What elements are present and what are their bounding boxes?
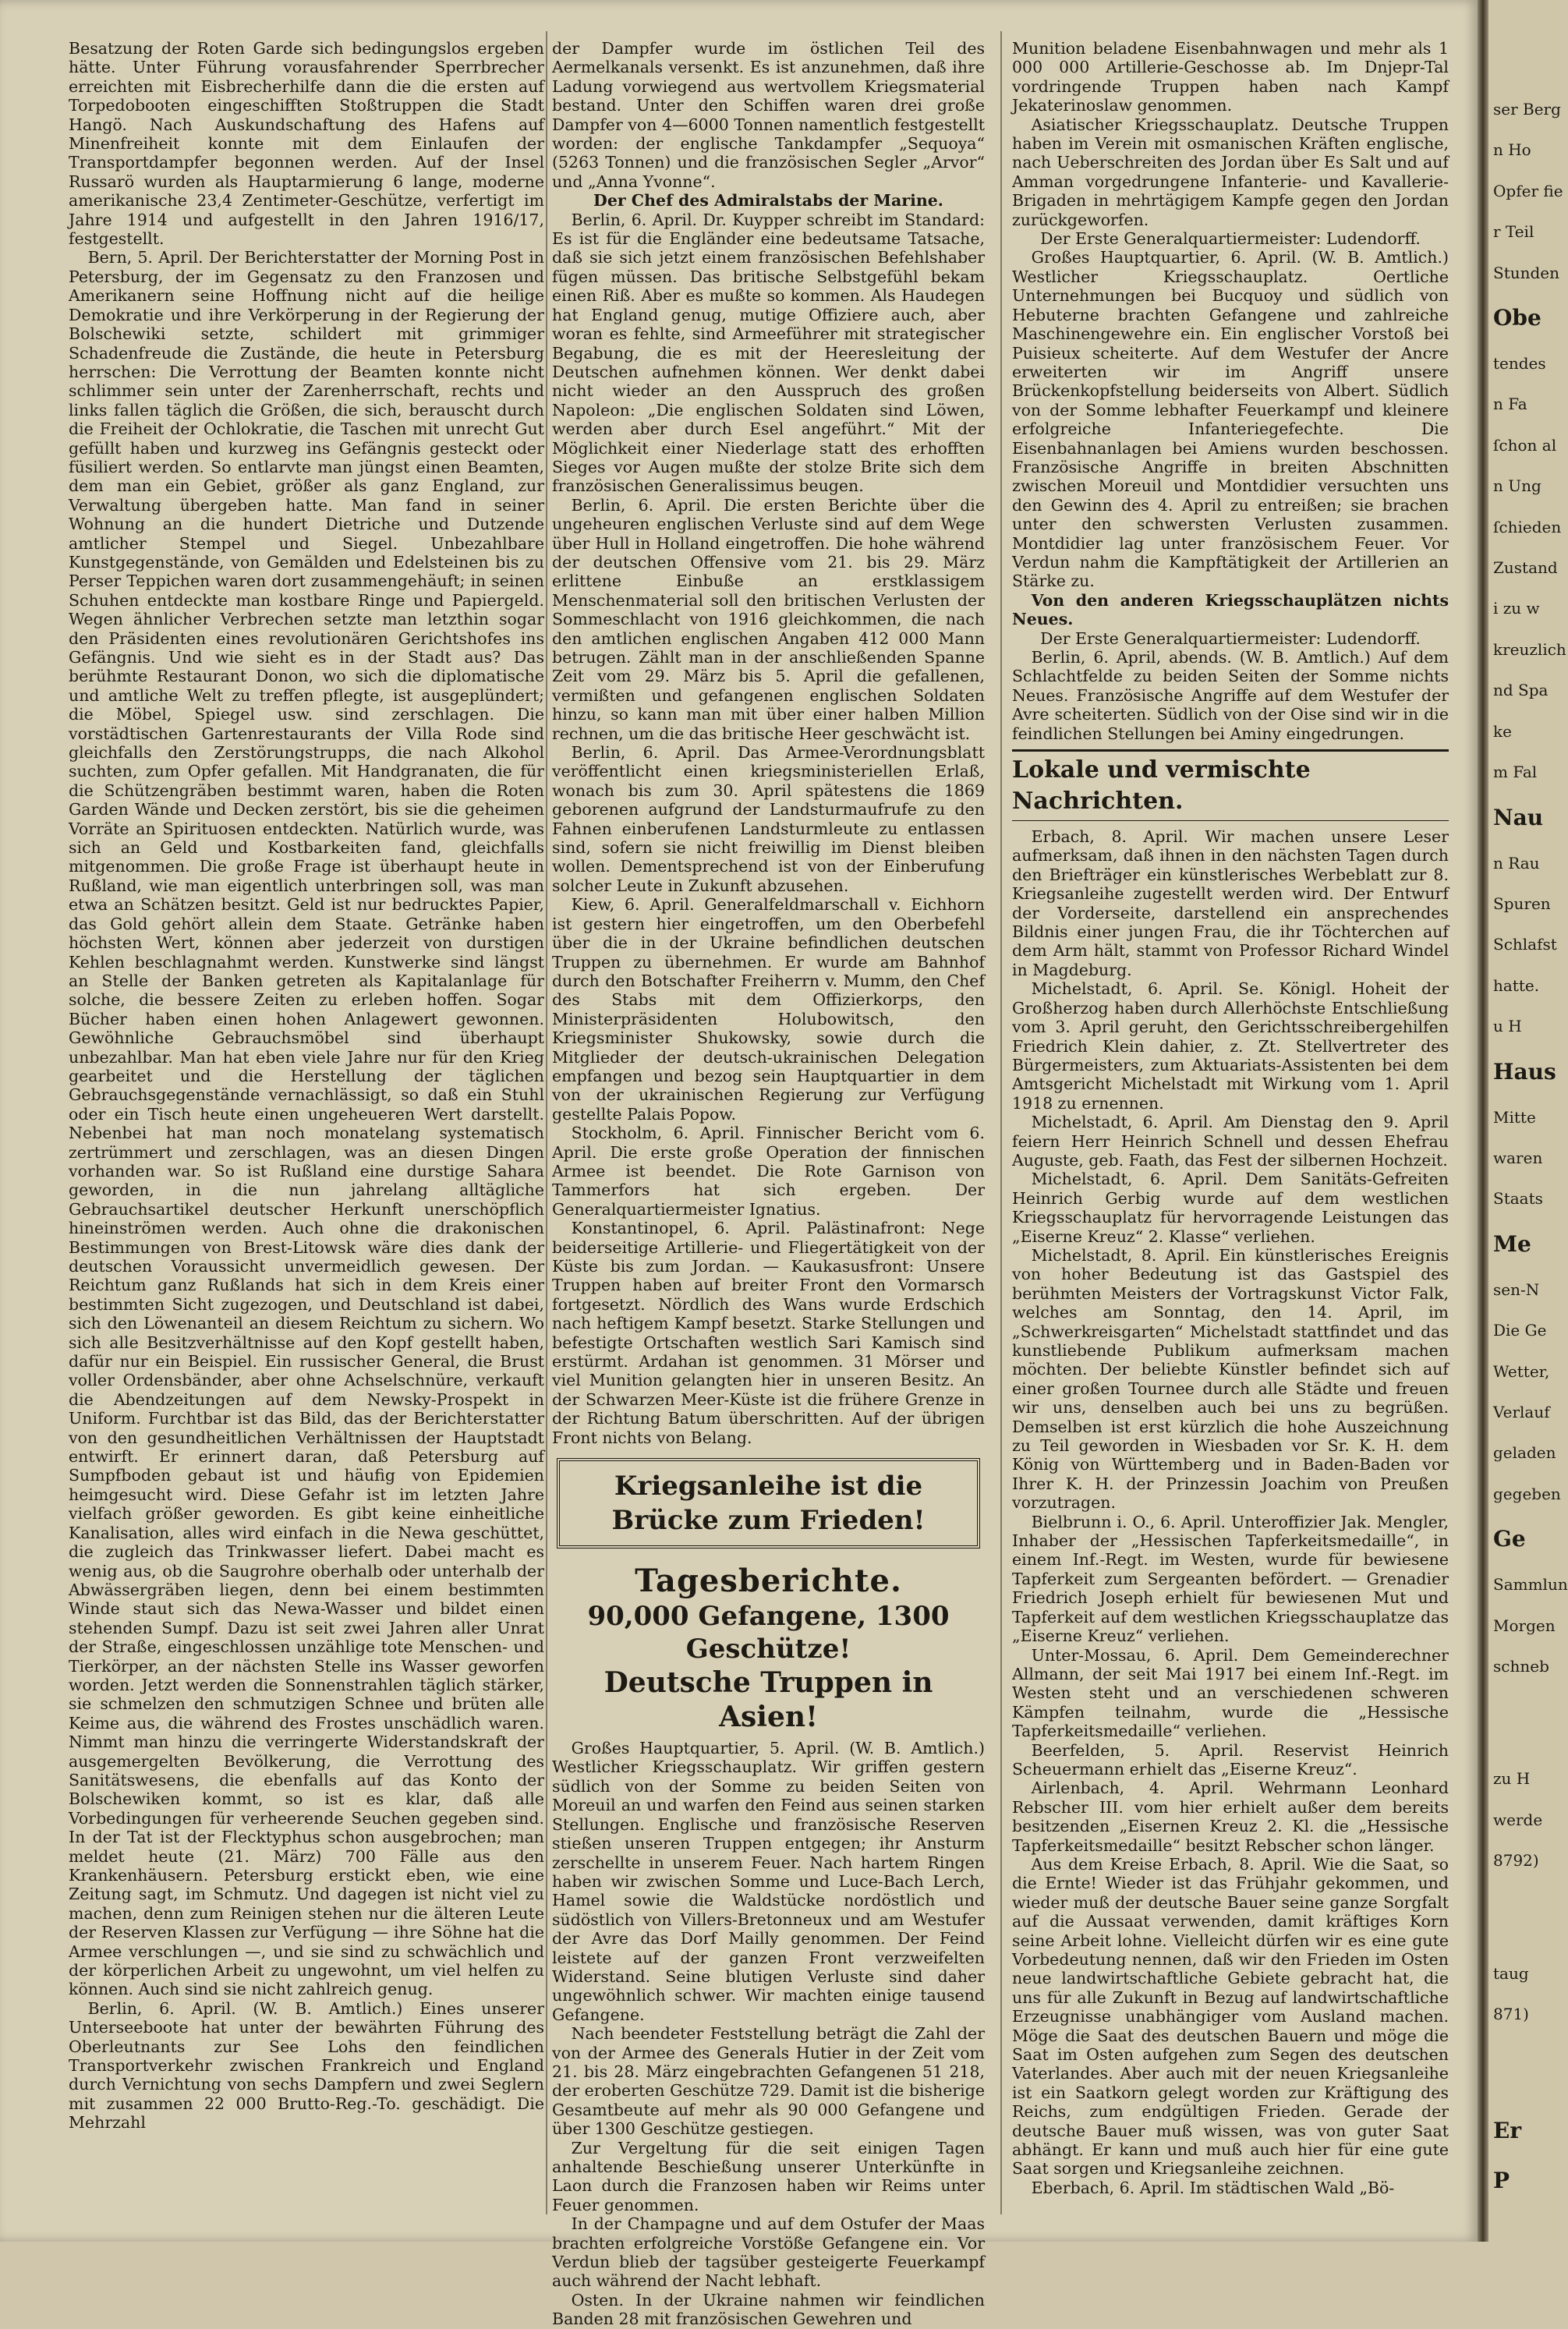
next-page-fragment: sen-N [1493, 1280, 1540, 1299]
next-page-fragment: werde [1493, 1810, 1543, 1829]
article-paragraph: Berlin, 6. April. Die ersten Berichte über die ungeheuren englischen Verluste sind auf dem Wege über Hull in Holland eingetroffen. Die hohe während der deutschen Offensive vom 21. bis 29. März erlittene Einbuße an erstklassigem Menschenmaterial soll den britischen Verlusten der Sommeschlacht von 1916 gleichkommen, die nach den amtlichen englischen Angaben 412 000 Mann betrugen. Zählt man in der anschließenden Spanne Zeit vom 29. März bis 5. April die gefallenen, vermißten und gefangenen englischen Soldaten hinzu, so kann man mit über einer halben Million rechnen, um die das britische Heer geschwächt ist. [552, 495, 985, 743]
article-paragraph: Erbach, 8. April. Wir machen unsere Leser aufmerksam, daß ihnen in den nächsten Tagen durch den Briefträger ein künstlerisches Werbeblatt zur 8. Kriegsanleihe zugestellt werden wird. Der Entwurf der Vorderseite, darstellend ein ansprechendes Bildnis einer jungen Frau, die ihr Töchterchen auf dem Arm hält, stammt von Professor Richard Windel in Magdeburg. [1012, 827, 1449, 979]
war-bond-ad: Kriegsanleihe ist die Brücke zum Frieden! [557, 1458, 980, 1549]
article-paragraph: Zur Vergeltung für die seit einigen Tagen anhaltende Beschießung unserer Unterkünfte in Laon durch die Franzosen haben wir Reims unter Feuer genommen. [552, 2138, 985, 2214]
next-page-fragment: Verlauf [1493, 1402, 1550, 1421]
next-page-fragment: Die Ge [1493, 1321, 1547, 1340]
article-paragraph: der Dampfer wurde im östlichen Teil des Aermelkanals versenkt. Es ist anzunehmen, daß ihre Ladung vorwiegend aus wertvollem Kriegsmaterial bestand. Unter den Schiffen waren drei große Dampfer von 4—6000 Tonnen namentlich festgestellt worden: der englische Tankdampfer „Sequoya“ (5263 Tonnen) und die französischen Segler „Arvor“ und „Anna Yvonne“. [552, 39, 985, 191]
next-page-fragment: 871) [1493, 2005, 1529, 2024]
article-paragraph: Beerfelden, 5. April. Reservist Heinrich Scheuermann erhielt das „Eiserne Kreuz“. [1012, 1740, 1449, 1779]
next-page-fragment: Opfer fie [1493, 181, 1563, 200]
next-page-fragment: Er [1493, 2118, 1522, 2144]
article-paragraph: Bern, 5. April. Der Berichterstatter der Morning Post in Petersburg, der im Gegensatz zu den Franzosen und Amerikanern seine Hoffnung nicht auf die heilige Demokratie und ihre Verkörperung in der Regierung der Bolschewiki setzte, schildert mit grimmiger Schadenfreude die Zustände, die heute in Petersburg herrschen: Die Verrottung der Beamten konnte nicht schlimmer sein unter der Zarenherrschaft, rechts und links fallen täglich die Größen, die sich, berauscht durch die Freiheit der Ochlokratie, die Taschen mit unrecht Gut gefüllt haben und kurzweg ins Gefängnis gesteckt oder füsiliert werden. So entlarvte man jüngst einen Beamten, dem man ein Gebiet, größer als ganz England, zur Verwaltung übergeben hatte. Man fand in seiner Wohnung an die hundert Dietriche und Dutzende amtlicher Stempel und Siegel. Unbezahlbare Kunstgegenstände, von Gemälden und Edelsteinen bis zu Perser Teppichen waren dort zusammengehäuft; in seinen Schuhen entdeckte man kostbare Ringe und Papiergeld. Wegen ähnlicher Verbrechen setzte man letzthin sogar den Präsidenten eines revolutionären Gerichtshofes ins Gefängnis. Und wie sieht es in der Stadt aus? Das berühmte Restaurant Donon, wo sich die diplomatische und amtliche Welt zu treffen pflegte, ist ausgeplündert; die Möbel, Spiegel usw. sind zerschlagen. Die vorstädtischen Gartenrestaurants der Villa Rode sind gleichfalls den Zerstörungstrupps, die nach Alkohol suchten, zum Opfer gefallen. Mit Handgranaten, die für die Schützengräben bestimmt waren, haben die Roten Garden Wände und Decken zerstört, bis sie die geheimen Vorräte an Spirituosen entdeckten. Natürlich wurde, was sich an Geld und Kostbarkeiten fand, gleichfalls mitgenommen. Die große Frage ist überhaupt heute in Rußland, wie man eigentlich unterbringen soll, was man etwa an Schätzen besitzt. Geld ist nur bedrucktes Papier, das Gold gehört allein dem Staate. Getränke haben höchsten Wert, können aber jederzeit von durstigen Kehlen beschlagnahmt werden. Kunstwerke sind längst an Stelle der Banken getreten als Kapitalanlage für solche, die bessere Zeiten zu erleben hoffen. Sogar Bücher haben einen hohen Anlagewert gewonnen. Gewöhnliche Gebrauchsmöbel sind überhaupt unbezahlbar. Man hat eben viele Jahre nur für den Krieg gearbeitet und die Herstellung der täglichen Gebrauchsgegenstände vernachlässigt, so daß ein Stuhl oder ein Tisch heute einen ungeheueren Wert darstellt. Nebenbei hat man noch monatelang systematisch zertrümmert und zerschlagen, was an diesen Dingen vorhanden war. So ist Rußland eine durstige Sahara geworden, in die nun jahrelang alltägliche Gebrauchsartikel deutscher Herkunft unerschöpflich hineinströmen werden. Auch ohne die drakonischen Bestimmungen von Brest-Litowsk wäre dies dank der deutschen Voraussicht unvermeidlich gewesen. Der Reichtum ganz Rußlands hat sich in dem Kreis einer bestimmten Sicht zugezogen, und Deutschland ist dabei, sich den Löwenanteil an diesem Reichtum zu sichern. Wo sich alle Besitzverhältnisse auf den Kopf gestellt haben, dafür nur ein Beispiel. Ein russischer General, die Brust voller Ordensbänder, aber ohne Achselschnüre, verkauft die Abendzeitungen auf dem Newsky-Prospekt in Uniform. Furchtbar ist das Bild, das der Berichterstatter von den gesundheitlichen Verhältnissen der Hauptstadt entwirft. Er erinnert daran, daß Petersburg auf Sumpfboden gebaut ist und häufig von Epidemien heimgesucht wird. Diese Gefahr ist im letzten Jahre vielfach größer geworden. Es gibt keine einheitliche Kanalisation, alles wird einfach in die Newa geschüttet, die zugleich das Trinkwasser liefert. Dabei macht es wenig aus, ob die Saugrohre oberhalb oder unterhalb der Abwässergräben liegen, denn bei einem bestimmten Winde staut sich das Newa-Wasser und bildet einen stehenden Sumpf. Dazu ist seit zwei Jahren aller Unrat der Straße, eingeschlossen unzählige tote Menschen- und Tierkörper, an der nächsten Stelle ins Wasser geworfen worden. Jetzt werden die Sonnenstrahlen täglich stärker, sie schmelzen den schmutzigen Schnee und brüten alle Keime aus, die während des Frostes unschädlich waren. Nimmt man hinzu die verringerte Widerstandskraft der ausgemergelten Bevölkerung, die Verrottung des Sanitätswesens, die ebenfalls auf das Konto der Bolschewiken kommt, so ist es klar, daß alle Vorbedingungen für verheerende Seuchen gegeben sind. In der Tat ist der Flecktyphus schon ausgebrochen; man meldet heute (21. März) 700 Fälle aus den Krankenhäusern. Petersburg erstickt eben, wie eine Zeitung sagt, im Schmutz. Und dagegen ist nicht viel zu machen, denn zum Reinigen stehen nur die älteren Leute der Reserven Klassen zur Verfügung — ihre Söhne hat die Armee verschlungen —, und sie sind zu schwächlich und der körperlichen Arbeit zu ungewohnt, um viel helfen zu können. Auch sind sie nicht zahlreich genug. [69, 248, 544, 1999]
next-page-fragment: taug [1493, 1963, 1529, 1983]
article-paragraph: Großes Hauptquartier, 6. April. (W. B. Amtlich.) Westlicher Kriegsschauplatz. Oertliche Unternehmungen bei Bucquoy und südlich von Hebuterne brachten Gefangene und zahlreiche Maschinengewehre ein. Ein englischer Vorstoß bei Puisieux scheiterte. Auf dem Westufer der Ancre erweiterten wir im Angriff unsere Brückenkopfstellung beiderseits von Albert. Südlich von der Somme lebhafter Feuerkampf und kleinere erfolgreiche Infanteriegefechte. Die Eisenbahnanlagen bei Amiens wurden beschossen. Französische Angriffe in breiten Abschnitten zwischen Moreuil und Montdidier versuchten uns den Gewinn des 4. April zu entreißen; sie brachen unter den schwersten Verlusten zusammen. Montdidier lag unter französischem Feuer. Vor Verdun nahm die Kampftätigkeit der Artillerien an Stärke zu. [1012, 248, 1449, 591]
column-rule [1000, 31, 1002, 2214]
article-paragraph: Berlin, 6. April, abends. (W. B. Amtlich.) Auf dem Schlachtfelde zu beiden Seiten der Somme nichts Neues. Französische Angriffe auf dem Westufer der Avre scheiterten. Südlich von der Oise sind wir in die feindlichen Stellungen bei Aminy eingedrungen. [1012, 648, 1449, 743]
next-page-fragment: gegeben [1493, 1484, 1561, 1503]
next-page-edge [1488, 0, 1568, 2242]
headline-asia: Deutsche Truppen in Asien! [603, 1666, 933, 1734]
next-page-fragment: n Rau [1493, 853, 1540, 872]
next-page-fragment: ser Berg [1493, 100, 1561, 119]
next-page-fragment: Wetter, [1493, 1361, 1550, 1381]
article-paragraph: Stockholm, 6. April. Finnischer Bericht vom 6. April. Die erste große Operation der finnischen Armee ist beendet. Die Rote Garnison von Tammerfors hat sich ergeben. Der Generalquartiermeister Ignatius. [552, 1124, 985, 1219]
column-rule [546, 31, 547, 2214]
article-paragraph: Aus dem Kreise Erbach, 8. April. Wie die Saat, so die Ernte! Wieder ist das Frühjahr gekommen, und wieder muß der deutsche Bauer seine ganze Sorgfalt auf die Aussaat verwenden, damit kräftiges Korn seine Arbeit lohne. Vielleicht dürfen wir es eine gute Vorbedeutung nennen, daß wir den Frieden im Osten neue landwirtschaftliche Gebiete gebracht hat, die uns für alle Zukunft in Bezug auf landwirtschaftliche Erzeugnisse unabhängiger vom Ausland machen. Möge die Saat des deutschen Bauern und möge die Saat im Osten aufgehen zum Segen des deutschen Vaterlandes. Aber auch mit der neuen Kriegsanleihe ist ein Saatkorn gelegt worden zur Kräftigung des Reichs, zum endgültigen Frieden. Gerade der deutsche Bauer muß wissen, was von guter Saat abhängt. Er kann und muß auch hier für eine gute Saat sorgen und Kriegsanleihe zeichnen. [1012, 1854, 1449, 2179]
page-spine [1478, 0, 1488, 2242]
next-page-fragment: Spuren [1493, 894, 1551, 913]
next-page-fragment: ſchon al [1493, 435, 1557, 455]
next-page-fragment: Obe [1493, 305, 1541, 331]
next-page-fragment: r Teil [1493, 222, 1534, 242]
article-paragraph: Bielbrunn i. O., 6. April. Unteroffizier Jak. Mengler, Inhaber der „Hessischen Tapferkeitsmedaille“, in einem Inf.-Regt. im Westen, wurde für bewiesene Tapferkeit zum Sergeanten befördert. — Grenadier Friedrich Joseph erhielt für bewiesenen Mut und Tapferkeit auf dem westlichen Kriegsschauplatze das „Eiserne Kreuz“ verliehen. [1012, 1512, 1449, 1646]
next-page-fragment: geladen [1493, 1443, 1556, 1463]
next-page-fragment: Nau [1493, 804, 1544, 830]
article-signature: Der Erste Generalquartiermeister: Ludendorff. [1040, 628, 1421, 648]
next-page-fragment: ke [1493, 721, 1512, 741]
section-heading-lokale: Lokale und vermischte Nachrichten. [1012, 749, 1449, 821]
headline-prisoners: 90,000 Gefangene, 1300 Geschütze! [587, 1601, 950, 1665]
next-page-fragment: n Ho [1493, 140, 1531, 160]
article-paragraph: Kiew, 6. April. Generalfeldmarschall v. Eichhorn ist gestern hier eingetroffen, um den Oberbefehl über die in der Ukraine befindlichen deutschen Truppen zu übernehmen. Er wurde am Bahnhof durch den Botschafter Freiherrn v. Mumm, den Chef des Stabs mit dem Offizierkorps, den Ministerpräsidenten Holubowitsch, den Kriegsminister Shukowsky, sowie durch die Mitglieder der deutsch-ukrainischen Delegation empfangen und bezog sein Hauptquartier in dem von der ukrainischen Regierung zur Verfügung gestellte Palais Popow. [552, 895, 985, 1124]
next-page-fragment: m Fal [1493, 763, 1538, 782]
article-paragraph: Konstantinopel, 6. April. Palästinafront: Nege beiderseitige Artillerie- und Fliegertätigkeit von der Küste bis zum Jordan. — Kaukasusfront: Unsere Truppen haben auf breiter Front den Vormarsch fortgesetzt. Nördlich des Wans wurde Erdschich nach heftigem Kampf besetzt. Starke Stellungen und befestigte Ortschaften westlich Sari Kamisch sind erstürmt. Ardahan ist genommen. 31 Mörser und viel Munition gelangten hier in unseren Besitz. An der Schwarzen Meer-Küste ist die frühere Grenze in der Richtung Batum überschritten. Auf der übrigen Front nichts von Belang. [552, 1219, 985, 1447]
next-page-fragment: ſchieden [1493, 517, 1562, 536]
next-page-fragment: Sammlun [1493, 1575, 1568, 1595]
next-page-fragment: zu H [1493, 1769, 1531, 1789]
article-paragraph: Von den anderen Kriegsschauplätzen nichts Neues. [1012, 590, 1449, 629]
article-paragraph: Unter-Mossau, 6. April. Dem Gemeinderechner Allmann, der seit Mai 1917 bei einem Inf.-Regt. im Westen steht und an verschiedenen schweren Kämpfen teilnahm, wurde die „Hessische Tapferkeitsmedaille“ verliehen. [1012, 1645, 1449, 1741]
next-page-fragment: kreuzlich [1493, 639, 1566, 659]
column-1 [69, 39, 544, 2214]
next-page-fragment: Mitte [1493, 1107, 1536, 1127]
article-paragraph: Eberbach, 6. April. Im städtischen Wald „Bö- [1031, 2178, 1395, 2197]
article-paragraph: Nach beendeter Feststellung beträgt die Zahl der von der Armee des Generals Hutier in der Zeit vom 21. bis 28. März eingebrachten Gefangenen 51 218, der eroberten Geschütze 729. Damit ist die bisherige Gesamtbeute auf mehr als 90 000 Gefangene und über 1300 Geschütze gestiegen. [552, 2024, 985, 2139]
article-paragraph: Airlenbach, 4. April. Wehrmann Leonhard Rebscher III. vom hier erhielt außer dem bereits besitzenden „Eisernen Kreuz 2. Kl. die „Hessische Tapferkeitsmedaille“ besitzt Rebscher schon länger. [1012, 1779, 1449, 1855]
article-signature: Der Chef des Admiralstabs der Marine. [593, 191, 943, 211]
article-paragraph: Michelstadt, 6. April. Se. Königl. Hoheit der Großherzog haben durch Allerhöchste Entschließung vom 3. April geruht, den Gerichtsschreibergehilfen Friedrich Klein dahier, z. Zt. Stellvertreter des Bürgermeisters, zum Aktuariats-Assistenten bei dem Amtsgericht Michelstadt mit Wirkung vom 1. April 1918 zu ernennen. [1012, 979, 1449, 1113]
article-paragraph: In der Champagne und auf dem Ostufer der Maas brachten erfolgreiche Vorstöße Gefangene ein. Vor Verdun blieb der tagsüber gesteigerte Feuerkampf auch während der Nacht lebhaft. [552, 2214, 985, 2291]
article-paragraph: Berlin, 6. April. Dr. Kuypper schreibt im Standard: Es ist für die Engländer eine bedeutsame Tatsache, daß sie sich jetzt einem französischen Befehlshaber fügen müssen. Das britische Selbstgefühl bekam einen Riß. Aber es mußte so kommen. Als Haudegen hat England genug, mutige Offiziere auch, aber woran es fehlte, sind Armeeführer mit strategischer Begabung, die es mit der Heeresleitung der Deutschen aufnehmen können. Wer denkt dabei nicht wieder an den Ausspruch des großen Napoleon: „Die englischen Soldaten sind Löwen, werden aber durch Esel angeführt.“ Mit der Möglichkeit einer Niederlage statt des erhofften Sieges vor Augen mußte der stolze Brite sich dem französischen Generalissimus beugen. [552, 210, 985, 496]
article-paragraph: Osten. In der Ukraine nahmen wir feindlichen Banden 28 mit französischen Gewehren und [552, 2290, 985, 2329]
next-page-fragment: Stunden [1493, 263, 1560, 282]
next-page-fragment: n Ung [1493, 476, 1541, 496]
column-2 [552, 39, 985, 2329]
next-page-fragment: Morgen [1493, 1616, 1556, 1635]
next-page-fragment: waren [1493, 1148, 1543, 1167]
article-paragraph: Großes Hauptquartier, 5. April. (W. B. Amtlich.) Westlicher Kriegsschauplatz. Wir griffen gestern südlich von der Somme zu beiden Seiten von Moreuil an und warfen den Feind aus seinen starken Stellungen. Englische und französische Reserven stießen unseren Truppen entgegen; ihr Ansturm zerschellte in unserem Feuer. Nach hartem Ringen haben wir zwischen Somme und Luce-Bach Lerch, Hamel sowie die Waldstücke nordöstlich und südöstlich von Villers-Bretonneux und am Westufer der Avre das Dorf Mailly genommen. Der Feind leistete auf der ganzen Front verzweifelten Widerstand. Seine blutigen Verluste sind daher ungewöhnlich schwer. Wir machten einige tausend Gefangene. [552, 1739, 985, 2024]
article-paragraph: Besatzung der Roten Garde sich bedingungslos ergeben hätte. Unter Führung vorausfahrender Sperrbrecher erreichten mit Eisbrecherhilfe dann die die ersten auf Torpedobooten eingeschifften Stoßtruppen die Stadt Hangö. Nach Auskundschaftung des Hafens auf Minenfreiheit konnte mit dem Einlaufen der Transportdampfer begonnen werden. Auf der Insel Russarö wurden als Hauptarmierung 6 lange, moderne amerikanische 23,4 Zentimeter-Geschütze, verfertigt im Jahre 1914 und aufgestellt in den Jahren 1916/17, festgestellt. [69, 39, 544, 249]
next-page-fragment: tendes [1493, 354, 1546, 373]
next-page-fragment: i zu w [1493, 599, 1540, 618]
article-paragraph: Berlin, 6. April. (W. B. Amtlich.) Eines unserer Unterseeboote hat unter der bewährten Führung des Oberleutnants zur See Lohs den feindlichen Transportverkehr zwischen Frankreich und England durch Vernichtung von sechs Dampfern und zwei Seglern mit zusammen 22 000 Brutto-Reg.-To. geschädigt. Die Mehrzahl [69, 1998, 544, 2133]
next-page-fragment: hatte. [1493, 975, 1540, 995]
next-page-fragment: 8792) [1493, 1851, 1539, 1871]
article-paragraph: Michelstadt, 6. April. Am Dienstag den 9. April feiern Herr Heinrich Schnell und dessen Ehefrau Auguste, geb. Faath, das Fest der silbernen Hochzeit. [1012, 1113, 1449, 1170]
next-page-fragment: Haus [1493, 1058, 1556, 1085]
article-paragraph: Michelstadt, 6. April. Dem Sanitäts-Gefreiten Heinrich Gerbig wurde auf dem westlichen Kriegsschauplatz für hervorragende Leistungen das „Eiserne Kreuz“ 2. Klasse“ verliehen. [1012, 1170, 1449, 1246]
article-signature: Der Erste Generalquartiermeister: Ludendorff. [1040, 229, 1421, 249]
column-3 [1012, 39, 1449, 2214]
next-page-fragment: Me [1493, 1230, 1531, 1257]
article-paragraph: Michelstadt, 8. April. Ein künstlerisches Ereignis von hoher Bedeutung ist das Gastspiel des berühmten Meisters der Vortragskunst Victor Falk, welches am Sonntag, den 14. April, im „Schwerkreisgarten“ Michelstadt stattfindet und das kunstliebende Publikum aufmerksam machen möchten. Der beliebte Künstler befindet sich auf einer großen Tournee durch alle Städte und freuen wir uns, denselben auch bei uns zu begrüßen. Demselben ist erst kürzlich die hohe Auszeichnung zu Teil geworden in Wiesbaden vor Sr. K. H. dem König von Württemberg und in Baden-Baden vor Ihrer K. H. der Prinzessin Joachim von Preußen vorzutragen. [1012, 1245, 1449, 1513]
article-paragraph: Munition beladene Eisenbahnwagen und mehr als 1 000 000 Artillerie-Geschosse ab. Im Dnjepr-Tal vordringende Truppen haben nach Kampf Jekaterinoslaw genommen. [1012, 39, 1449, 115]
section-heading-tagesberichte: Tagesberichte. [635, 1563, 902, 1600]
next-page-fragment: Ge [1493, 1526, 1526, 1552]
next-page-fragment: Zustand [1493, 558, 1558, 578]
next-page-fragment: schneb [1493, 1657, 1549, 1676]
next-page-fragment: u H [1493, 1017, 1522, 1036]
article-paragraph: Asiatischer Kriegsschauplatz. Deutsche Truppen haben im Verein mit osmanischen Kräften englische, nach Ueberschreiten des Jordan über Es Salt und auf Amman vorgedrungene Infanterie- und Kavallerie-Brigaden in mehrtägigem Kampfe gegen den Jordan zurückgeworfen. [1012, 115, 1449, 229]
article-paragraph: Berlin, 6. April. Das Armee-Verordnungsblatt veröffentlicht einen kriegsministeriellen Erlaß, wonach bis zum 30. April spätestens die 1869 geborenen aufgrund der Landsturmaufrufe zu den Fahnen einberufenen Landsturmleute zu entlassen sind, sofern sie nicht freiwillig im Dienst bleiben wollen. Dementsprechend ist von der Einberufung solcher Leute in Zukunft abzusehen. [552, 743, 985, 895]
next-page-fragment: nd Spa [1493, 681, 1549, 700]
next-page-fragment: Staats [1493, 1189, 1543, 1209]
next-page-fragment: Schlafst [1493, 935, 1557, 954]
next-page-fragment: n Fa [1493, 395, 1527, 414]
next-page-fragment: P [1493, 2168, 1510, 2194]
